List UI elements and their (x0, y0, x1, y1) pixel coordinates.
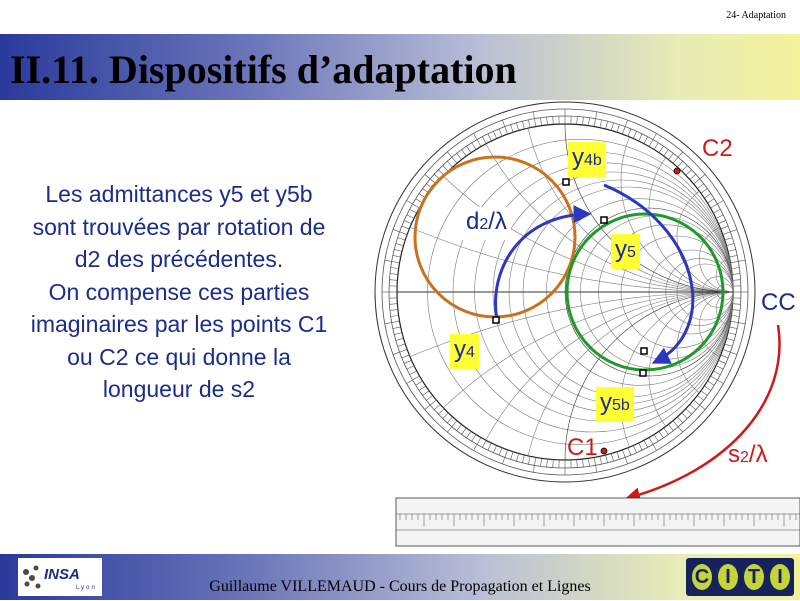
scale-tick (677, 417, 682, 423)
scale-tick (407, 366, 414, 370)
insa-logo-subtext: Lyon (76, 585, 97, 591)
scale-tick (697, 184, 703, 189)
scale-tick (732, 310, 740, 311)
scale-tick (611, 123, 613, 131)
scale-tick (654, 143, 658, 150)
scale-tick (673, 152, 683, 163)
slide-title: II.11. Dispositifs d’adaptation (10, 46, 517, 93)
scale-tick (472, 434, 476, 441)
scale-tick (402, 355, 409, 358)
scale-tick (716, 366, 723, 370)
label-c1: C1 (567, 434, 598, 462)
scale-tick (488, 134, 492, 141)
scale-tick (710, 376, 723, 384)
scale-tick (499, 448, 502, 455)
scale-tick (522, 121, 524, 129)
label-y4: y4 (450, 334, 479, 369)
scale-tick (396, 243, 404, 245)
scale-tick (733, 304, 741, 305)
scale-tick (682, 413, 688, 419)
scale-tick (654, 434, 658, 441)
scale-tick (402, 226, 409, 229)
scale-tick (707, 381, 714, 385)
scale-tick (725, 344, 733, 346)
scale-tick (499, 129, 502, 136)
scale-tick (434, 404, 440, 409)
scale-tick (462, 428, 467, 434)
scale-tick (628, 129, 631, 136)
scale-tick (447, 417, 452, 423)
scale-tick (668, 424, 673, 430)
scale-tick (426, 395, 432, 400)
scale-tick (493, 445, 496, 452)
scale-tick (710, 201, 723, 209)
scale-tick (425, 400, 436, 410)
scale-tick (547, 459, 548, 467)
scale-tick (423, 391, 429, 396)
scale-tick (553, 460, 554, 468)
scale-tick (474, 437, 482, 450)
scale-tick (701, 189, 707, 194)
scale-tick (659, 431, 663, 438)
scale-tick (701, 391, 707, 396)
scale-tick (606, 121, 608, 129)
scale-tick (668, 153, 673, 159)
scale-tick (522, 455, 524, 463)
scale-tick (721, 355, 728, 358)
scale-tick (390, 310, 398, 311)
scale-tick (704, 194, 711, 198)
scale-tick (694, 174, 705, 184)
scale-tick (443, 413, 449, 419)
scale-tick (407, 201, 420, 209)
scale-tick (732, 274, 740, 275)
scale-tick (407, 215, 414, 219)
scale-tick (416, 381, 423, 385)
scale-tick (728, 249, 736, 251)
citi-letter: I (718, 564, 738, 590)
scale-tick (633, 445, 636, 452)
scale-tick (606, 455, 608, 463)
scale-tick (728, 333, 736, 335)
scale-tick (690, 174, 696, 179)
label-c2: C2 (702, 135, 733, 163)
rotation-arrow-right (604, 185, 693, 362)
scale-tick (467, 146, 471, 153)
point-y4 (493, 317, 499, 323)
body-line: On compense ces parties (2, 276, 356, 309)
scale-tick (462, 150, 467, 156)
scale-tick (694, 400, 705, 410)
scale-tick (649, 134, 657, 147)
scale-tick (447, 152, 457, 163)
scale-tick (686, 409, 692, 415)
scale-tick (697, 395, 703, 400)
scale-tick (718, 360, 725, 363)
label-d2-lambda: d2/λ (462, 207, 511, 240)
scale-tick (600, 120, 602, 128)
scale-tick (447, 161, 452, 167)
scale-tick (726, 243, 734, 245)
body-line: longueur de s2 (2, 373, 356, 406)
body-line: imaginaires par les points C1 (2, 308, 356, 341)
point-y5b (641, 348, 647, 354)
scale-tick (639, 134, 643, 141)
scale-tick (729, 327, 737, 329)
scale-tick (617, 125, 619, 133)
label-y4b: y4b (568, 142, 606, 177)
scale-tick (391, 315, 399, 316)
scale-tick (393, 327, 401, 329)
citi-letter: C (692, 564, 712, 590)
body-line: d2 des précédentes. (2, 243, 356, 276)
label-y5b: y5b (596, 387, 634, 422)
scale-tick (393, 255, 401, 257)
scale-tick (659, 146, 663, 153)
scale-tick (528, 120, 530, 128)
label-s2-lambda: s2/λ (728, 441, 768, 469)
scale-tick (472, 143, 476, 150)
scale-tick (644, 137, 648, 144)
label-y5: y5 (611, 234, 640, 269)
reactance-arc (677, 180, 789, 292)
scale-tick (419, 386, 426, 390)
scale-tick (394, 249, 402, 251)
scale-tick (649, 437, 657, 450)
scale-tick (726, 338, 734, 340)
citi-logo (686, 558, 794, 596)
scale-tick (457, 153, 462, 159)
scale-tick (713, 209, 720, 213)
point-y5 (601, 217, 607, 223)
scale-tick (407, 376, 420, 384)
scale-tick (488, 443, 492, 450)
citi-letter: T (744, 564, 764, 590)
footer-bar (0, 554, 800, 600)
insa-logo-text: INSA (44, 566, 80, 583)
scale-tick (686, 170, 692, 176)
point-y4b (563, 179, 569, 185)
scale-tick (404, 360, 411, 363)
scale-tick (664, 150, 669, 156)
scale-tick (391, 268, 399, 269)
scale-tick (482, 137, 486, 144)
point-c2 (674, 168, 680, 174)
scale-tick (633, 131, 636, 138)
scale-tick (639, 443, 643, 450)
scale-tick (716, 215, 723, 219)
scale-tick (410, 209, 417, 213)
scale-tick (682, 165, 688, 171)
scale-tick (389, 280, 397, 281)
scale-tick (410, 371, 417, 375)
body-line: sont trouvées par rotation de (2, 211, 356, 244)
scale-tick (398, 238, 406, 240)
scale-tick (511, 125, 513, 133)
scale-tick (390, 274, 398, 275)
scale-tick (628, 448, 631, 455)
scale-tick (713, 371, 720, 375)
scale-tick (467, 431, 471, 438)
scale-tick (704, 386, 711, 390)
scale-tick (528, 456, 530, 464)
scale-tick (404, 220, 411, 223)
title-bar (0, 34, 800, 100)
scale-tick (617, 452, 619, 460)
reactance-arc (621, 292, 800, 516)
scale-tick (611, 453, 613, 461)
scale-tick (438, 409, 444, 415)
scale-tick (664, 428, 669, 434)
scale-tick (725, 238, 733, 240)
scale-tick (516, 123, 518, 131)
scale-tick (690, 404, 696, 409)
citi-letter: I (770, 564, 790, 590)
scale-tick (600, 456, 602, 464)
scale-tick (398, 344, 406, 346)
scale-tick (673, 421, 683, 432)
body-line: Les admittances y5 et y5b (2, 178, 356, 211)
scale-tick (443, 165, 449, 171)
scale-tick (731, 315, 739, 316)
scale-tick (447, 421, 457, 432)
scale-tick (731, 268, 739, 269)
point-y5b-b (640, 370, 646, 376)
scale-tick (457, 424, 462, 430)
scale-tick (677, 161, 682, 167)
scale-tick (541, 118, 542, 126)
scale-tick (396, 338, 404, 340)
bottom-scale-strip (396, 498, 800, 546)
scale-tick (553, 116, 554, 124)
scale-tick (718, 220, 725, 223)
scale-tick (721, 226, 728, 229)
scale-tick (389, 304, 397, 305)
scale-tick (493, 131, 496, 138)
scale-tick (588, 118, 589, 126)
scale-tick (707, 199, 714, 203)
scale-tick (474, 134, 482, 147)
scale-tick (729, 255, 737, 257)
point-c1 (601, 448, 607, 454)
scale-tick (577, 116, 578, 124)
label-cc: CC (761, 289, 796, 317)
scale-tick (516, 453, 518, 461)
scale-tick (482, 440, 486, 447)
scale-tick (583, 117, 584, 125)
scale-tick (541, 458, 542, 466)
scale-tick (644, 440, 648, 447)
footer-text: Guillaume VILLEMAUD - Cours de Propagation et Lignes (0, 578, 800, 596)
body-line: ou C2 ce qui donne la (2, 341, 356, 374)
scale-tick (394, 333, 402, 335)
slide-section-tag: 24- Adaptation (726, 10, 786, 21)
scale-tick (547, 117, 548, 125)
scale-tick (511, 452, 513, 460)
body-text (2, 178, 356, 406)
scale-tick (733, 280, 741, 281)
